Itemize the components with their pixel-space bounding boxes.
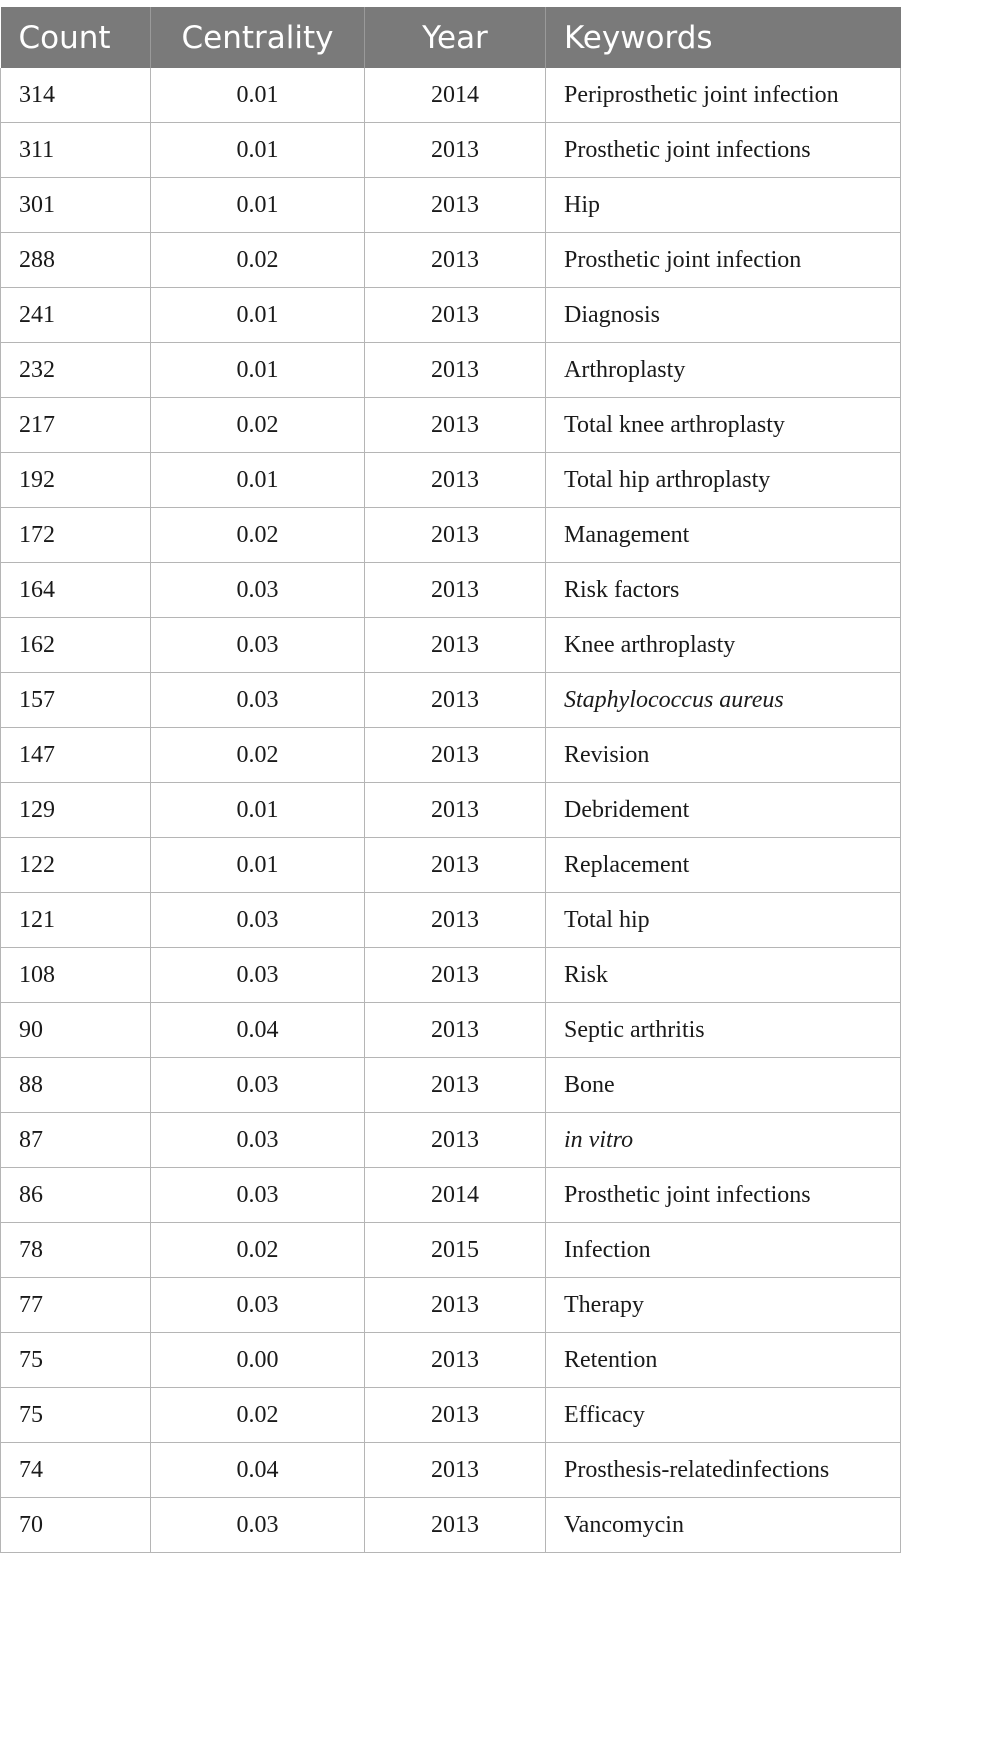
cell-count: 88 (1, 1058, 151, 1113)
cell-keyword: Diagnosis (546, 288, 901, 343)
cell-keyword: Total knee arthroplasty (546, 398, 901, 453)
cell-keyword-italic: Staphylococcus aureus (564, 686, 784, 713)
cell-keyword: Prosthetic joint infections (546, 123, 901, 178)
table-header (1, 7, 901, 68)
table-row (1, 563, 901, 618)
cell-centrality: 0.03 (151, 893, 365, 948)
cell-year: 2013 (365, 453, 546, 508)
cell-count: 232 (1, 343, 151, 398)
cell-keyword: Total hip arthroplasty (546, 453, 901, 508)
cell-count: 164 (1, 563, 151, 618)
cell-centrality: 0.02 (151, 1223, 365, 1278)
header-count: Count (1, 7, 151, 68)
cell-keyword: Arthroplasty (546, 343, 901, 398)
cell-year: 2013 (365, 783, 546, 838)
table-row (1, 1278, 901, 1333)
cell-count: 77 (1, 1278, 151, 1333)
cell-count: 157 (1, 673, 151, 728)
header-row (1, 7, 901, 68)
cell-year: 2013 (365, 398, 546, 453)
cell-year: 2013 (365, 618, 546, 673)
cell-keyword: Replacement (546, 838, 901, 893)
cell-year: 2013 (365, 1388, 546, 1443)
cell-centrality: 0.01 (151, 123, 365, 178)
table-row (1, 948, 901, 1003)
table-row (1, 1223, 901, 1278)
cell-keyword: Knee arthroplasty (546, 618, 901, 673)
cell-centrality: 0.03 (151, 563, 365, 618)
cell-centrality: 0.03 (151, 948, 365, 1003)
table-row (1, 1003, 901, 1058)
cell-keyword (546, 1113, 901, 1168)
cell-year: 2013 (365, 673, 546, 728)
cell-centrality: 0.02 (151, 1388, 365, 1443)
cell-count: 311 (1, 123, 151, 178)
cell-year: 2014 (365, 68, 546, 123)
cell-centrality: 0.01 (151, 838, 365, 893)
cell-keyword: Hip (546, 178, 901, 233)
cell-centrality: 0.02 (151, 398, 365, 453)
cell-count: 314 (1, 68, 151, 123)
cell-keyword: Debridement (546, 783, 901, 838)
table-row (1, 1388, 901, 1443)
cell-centrality: 0.01 (151, 343, 365, 398)
table-row (1, 178, 901, 233)
cell-keyword (546, 673, 901, 728)
table-row (1, 618, 901, 673)
table-row (1, 398, 901, 453)
cell-year: 2013 (365, 728, 546, 783)
cell-count: 217 (1, 398, 151, 453)
cell-year: 2013 (365, 343, 546, 398)
cell-keyword: Prosthesis-relatedinfections (546, 1443, 901, 1498)
table-row (1, 838, 901, 893)
cell-count: 172 (1, 508, 151, 563)
cell-count: 108 (1, 948, 151, 1003)
cell-count: 70 (1, 1498, 151, 1553)
cell-keyword: Infection (546, 1223, 901, 1278)
cell-count: 129 (1, 783, 151, 838)
table-row (1, 453, 901, 508)
cell-keyword: Management (546, 508, 901, 563)
cell-count: 122 (1, 838, 151, 893)
table-row (1, 288, 901, 343)
cell-centrality: 0.04 (151, 1443, 365, 1498)
cell-count: 192 (1, 453, 151, 508)
cell-keyword: Risk (546, 948, 901, 1003)
cell-year: 2013 (365, 233, 546, 288)
cell-keyword: Prosthetic joint infection (546, 233, 901, 288)
cell-centrality: 0.02 (151, 728, 365, 783)
table-row (1, 68, 901, 123)
cell-year: 2013 (365, 838, 546, 893)
keywords-table-container (0, 7, 900, 1553)
cell-centrality: 0.01 (151, 453, 365, 508)
cell-centrality: 0.03 (151, 618, 365, 673)
cell-keyword: Efficacy (546, 1388, 901, 1443)
cell-centrality: 0.02 (151, 508, 365, 563)
cell-year: 2013 (365, 893, 546, 948)
table-row (1, 1443, 901, 1498)
cell-year: 2013 (365, 1443, 546, 1498)
table-row (1, 1168, 901, 1223)
cell-keyword: Total hip (546, 893, 901, 948)
cell-count: 87 (1, 1113, 151, 1168)
table-row (1, 1058, 901, 1113)
cell-centrality: 0.01 (151, 68, 365, 123)
table-row (1, 1333, 901, 1388)
table-row (1, 1113, 901, 1168)
cell-centrality: 0.03 (151, 1113, 365, 1168)
cell-count: 75 (1, 1333, 151, 1388)
cell-count: 288 (1, 233, 151, 288)
cell-keyword: Septic arthritis (546, 1003, 901, 1058)
keywords-table (0, 7, 901, 1553)
cell-year: 2013 (365, 1498, 546, 1553)
cell-count: 121 (1, 893, 151, 948)
cell-centrality: 0.01 (151, 178, 365, 233)
cell-year: 2014 (365, 1168, 546, 1223)
cell-centrality: 0.01 (151, 783, 365, 838)
cell-year: 2013 (365, 1113, 546, 1168)
cell-centrality: 0.01 (151, 288, 365, 343)
cell-year: 2013 (365, 1058, 546, 1113)
table-row (1, 673, 901, 728)
cell-count: 301 (1, 178, 151, 233)
cell-keyword: Bone (546, 1058, 901, 1113)
table-row (1, 783, 901, 838)
cell-year: 2013 (365, 508, 546, 563)
cell-centrality: 0.04 (151, 1003, 365, 1058)
cell-year: 2013 (365, 948, 546, 1003)
cell-keyword: Prosthetic joint infections (546, 1168, 901, 1223)
table-row (1, 508, 901, 563)
cell-year: 2013 (365, 1278, 546, 1333)
cell-count: 147 (1, 728, 151, 783)
cell-year: 2013 (365, 288, 546, 343)
cell-year: 2013 (365, 178, 546, 233)
cell-keyword: Revision (546, 728, 901, 783)
cell-keyword: Therapy (546, 1278, 901, 1333)
cell-count: 162 (1, 618, 151, 673)
cell-keyword: Risk factors (546, 563, 901, 618)
cell-keyword: Vancomycin (546, 1498, 901, 1553)
cell-year: 2013 (365, 1003, 546, 1058)
cell-keyword-italic: in vitro (564, 1126, 634, 1153)
cell-centrality: 0.03 (151, 1498, 365, 1553)
cell-year: 2013 (365, 1333, 546, 1388)
cell-count: 241 (1, 288, 151, 343)
header-keywords: Keywords (546, 7, 901, 68)
cell-count: 90 (1, 1003, 151, 1058)
cell-keyword: Periprosthetic joint infection (546, 68, 901, 123)
cell-year: 2013 (365, 123, 546, 178)
table-row (1, 233, 901, 288)
header-centrality: Centrality (151, 7, 365, 68)
cell-centrality: 0.00 (151, 1333, 365, 1388)
cell-count: 74 (1, 1443, 151, 1498)
cell-centrality: 0.03 (151, 1168, 365, 1223)
cell-count: 75 (1, 1388, 151, 1443)
header-year: Year (365, 7, 546, 68)
table-row (1, 1498, 901, 1553)
cell-count: 86 (1, 1168, 151, 1223)
cell-keyword: Retention (546, 1333, 901, 1388)
table-body (1, 68, 901, 1553)
cell-centrality: 0.02 (151, 233, 365, 288)
cell-year: 2015 (365, 1223, 546, 1278)
table-row (1, 728, 901, 783)
cell-centrality: 0.03 (151, 673, 365, 728)
cell-year: 2013 (365, 563, 546, 618)
cell-centrality: 0.03 (151, 1058, 365, 1113)
table-row (1, 123, 901, 178)
cell-centrality: 0.03 (151, 1278, 365, 1333)
table-row (1, 893, 901, 948)
table-row (1, 343, 901, 398)
cell-count: 78 (1, 1223, 151, 1278)
